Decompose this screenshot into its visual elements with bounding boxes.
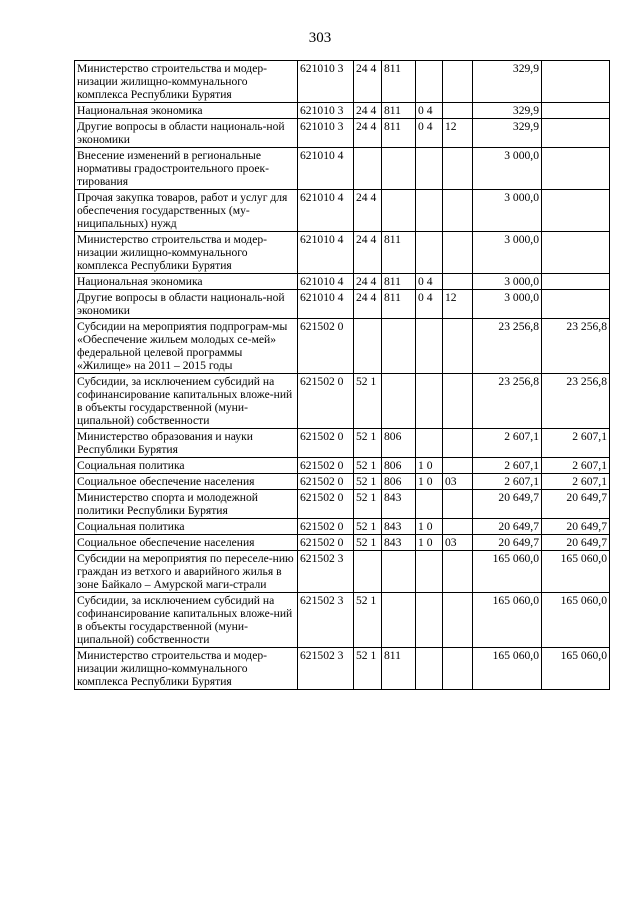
cell-target-article: 621502 0 — [298, 519, 354, 535]
cell-target-article: 621010 4 — [298, 148, 354, 190]
cell-expense-type — [354, 148, 382, 190]
cell-section: 1 0 — [416, 535, 443, 551]
cell-target-article: 621010 3 — [298, 103, 354, 119]
cell-amount: 3 000,0 — [473, 148, 542, 190]
cell-subsection — [443, 103, 473, 119]
cell-section — [416, 61, 443, 103]
cell-ministry-code: 811 — [382, 274, 416, 290]
cell-section — [416, 190, 443, 232]
cell-amount: 20 649,7 — [473, 535, 542, 551]
cell-subsection — [443, 232, 473, 274]
cell-amount: 2 607,1 — [473, 458, 542, 474]
cell-amount: 20 649,7 — [473, 490, 542, 519]
cell-expense-type: 24 4 — [354, 290, 382, 319]
cell-amount-federal: 165 060,0 — [542, 551, 610, 593]
cell-section: 1 0 — [416, 519, 443, 535]
table-row — [75, 274, 610, 290]
cell-subsection — [443, 519, 473, 535]
cell-amount: 2 607,1 — [473, 474, 542, 490]
cell-amount: 165 060,0 — [473, 593, 542, 648]
cell-expense-type: 24 4 — [354, 232, 382, 274]
cell-amount: 20 649,7 — [473, 519, 542, 535]
table-row — [75, 103, 610, 119]
table-row — [75, 474, 610, 490]
cell-expense-type: 24 4 — [354, 61, 382, 103]
cell-expense-type: 52 1 — [354, 648, 382, 690]
cell-amount-federal: 20 649,7 — [542, 535, 610, 551]
cell-amount-federal — [542, 103, 610, 119]
cell-ministry-code: 811 — [382, 232, 416, 274]
cell-subsection: 03 — [443, 535, 473, 551]
table-row — [75, 119, 610, 148]
cell-amount-federal: 20 649,7 — [542, 519, 610, 535]
cell-target-article: 621502 0 — [298, 429, 354, 458]
table-row — [75, 148, 610, 190]
cell-section — [416, 319, 443, 374]
cell-subsection — [443, 490, 473, 519]
cell-target-article: 621010 4 — [298, 274, 354, 290]
cell-expense-type: 24 4 — [354, 119, 382, 148]
cell-section — [416, 490, 443, 519]
cell-ministry-code — [382, 148, 416, 190]
cell-expense-type: 52 1 — [354, 593, 382, 648]
cell-target-article: 621010 3 — [298, 61, 354, 103]
cell-ministry-code: 806 — [382, 429, 416, 458]
cell-ministry-code: 843 — [382, 535, 416, 551]
cell-expense-type: 24 4 — [354, 103, 382, 119]
cell-ministry-code — [382, 551, 416, 593]
cell-amount-federal — [542, 274, 610, 290]
cell-ministry-code: 843 — [382, 490, 416, 519]
cell-amount-federal: 23 256,8 — [542, 319, 610, 374]
cell-ministry-code: 843 — [382, 519, 416, 535]
cell-section: 0 4 — [416, 290, 443, 319]
cell-amount-federal — [542, 232, 610, 274]
table-row — [75, 290, 610, 319]
cell-ministry-code: 811 — [382, 648, 416, 690]
cell-name: Социальная политика — [75, 519, 298, 535]
cell-subsection — [443, 274, 473, 290]
cell-name: Прочая закупка товаров, работ и услуг для обеспечения государственных (му-ниципальных) нужд — [75, 190, 298, 232]
cell-amount-federal: 165 060,0 — [542, 648, 610, 690]
cell-target-article: 621502 0 — [298, 474, 354, 490]
cell-amount: 3 000,0 — [473, 274, 542, 290]
cell-target-article: 621502 0 — [298, 458, 354, 474]
cell-amount-federal — [542, 190, 610, 232]
cell-name: Министерство строительства и модер-низации жилищно-коммунального комплекса Республики Бурятия — [75, 61, 298, 103]
table-row — [75, 190, 610, 232]
budget-table — [74, 60, 610, 690]
cell-section — [416, 374, 443, 429]
cell-subsection — [443, 648, 473, 690]
cell-subsection — [443, 61, 473, 103]
cell-target-article: 621502 0 — [298, 490, 354, 519]
cell-amount: 165 060,0 — [473, 551, 542, 593]
cell-name: Субсидии, за исключением субсидий на софинансирование капитальных вложе-ний в объекты государственной (муни-ципальной) собственности — [75, 374, 298, 429]
table-row — [75, 593, 610, 648]
cell-amount: 3 000,0 — [473, 232, 542, 274]
cell-expense-type — [354, 319, 382, 374]
cell-ministry-code: 806 — [382, 458, 416, 474]
table-row — [75, 374, 610, 429]
table-row — [75, 319, 610, 374]
cell-ministry-code: 806 — [382, 474, 416, 490]
cell-name: Национальная экономика — [75, 103, 298, 119]
cell-expense-type: 52 1 — [354, 429, 382, 458]
cell-amount-federal — [542, 148, 610, 190]
table-row — [75, 61, 610, 103]
cell-name: Министерство строительства и модер-низации жилищно-коммунального комплекса Республики Бурятия — [75, 232, 298, 274]
cell-subsection: 12 — [443, 119, 473, 148]
cell-expense-type: 52 1 — [354, 519, 382, 535]
cell-target-article: 621502 0 — [298, 319, 354, 374]
cell-section: 0 4 — [416, 103, 443, 119]
page-number: 303 — [308, 30, 332, 46]
cell-target-article: 621010 4 — [298, 232, 354, 274]
cell-target-article: 621502 3 — [298, 551, 354, 593]
cell-amount: 329,9 — [473, 119, 542, 148]
cell-expense-type: 24 4 — [354, 190, 382, 232]
cell-name: Социальное обеспечение населения — [75, 474, 298, 490]
cell-expense-type: 52 1 — [354, 490, 382, 519]
cell-amount-federal: 165 060,0 — [542, 593, 610, 648]
cell-target-article: 621010 4 — [298, 290, 354, 319]
cell-name: Субсидии на мероприятия подпрограм-мы «Обеспечение жильем молодых се-мей» федеральной целевой программы «Жилище» на 2011 – 2015 годы — [75, 319, 298, 374]
cell-ministry-code: 811 — [382, 119, 416, 148]
cell-amount: 2 607,1 — [473, 429, 542, 458]
cell-amount: 3 000,0 — [473, 190, 542, 232]
cell-subsection: 12 — [443, 290, 473, 319]
table-body — [75, 61, 610, 690]
cell-target-article: 621502 3 — [298, 648, 354, 690]
cell-name: Министерство строительства и модер-низации жилищно-коммунального комплекса Республики Бурятия — [75, 648, 298, 690]
table-row — [75, 535, 610, 551]
cell-ministry-code: 811 — [382, 61, 416, 103]
cell-section: 1 0 — [416, 458, 443, 474]
cell-name: Субсидии на мероприятия по переселе-нию граждан из ветхого и аварийного жилья в зоне Байкало – Амурской маги-страли — [75, 551, 298, 593]
cell-amount: 165 060,0 — [473, 648, 542, 690]
cell-section — [416, 148, 443, 190]
cell-amount-federal: 2 607,1 — [542, 474, 610, 490]
cell-expense-type: 24 4 — [354, 274, 382, 290]
cell-amount: 329,9 — [473, 103, 542, 119]
cell-subsection — [443, 190, 473, 232]
cell-ministry-code — [382, 190, 416, 232]
cell-amount-federal: 2 607,1 — [542, 429, 610, 458]
cell-name: Национальная экономика — [75, 274, 298, 290]
cell-target-article: 621502 3 — [298, 593, 354, 648]
cell-subsection — [443, 429, 473, 458]
cell-section: 0 4 — [416, 274, 443, 290]
cell-name: Субсидии, за исключением субсидий на софинансирование капитальных вложе-ний в объекты государственной (муни-ципальной) собственности — [75, 593, 298, 648]
cell-amount: 23 256,8 — [473, 374, 542, 429]
cell-subsection: 03 — [443, 474, 473, 490]
cell-amount-federal — [542, 61, 610, 103]
table-row — [75, 429, 610, 458]
cell-subsection — [443, 148, 473, 190]
cell-ministry-code: 811 — [382, 103, 416, 119]
cell-name: Министерство спорта и молодежной политики Республики Бурятия — [75, 490, 298, 519]
cell-expense-type: 52 1 — [354, 458, 382, 474]
cell-target-article: 621502 0 — [298, 374, 354, 429]
cell-amount: 23 256,8 — [473, 319, 542, 374]
cell-subsection — [443, 551, 473, 593]
cell-subsection — [443, 593, 473, 648]
cell-ministry-code — [382, 593, 416, 648]
cell-section — [416, 648, 443, 690]
cell-name: Внесение изменений в региональные нормативы градостроительного проек-тирования — [75, 148, 298, 190]
cell-amount-federal: 20 649,7 — [542, 490, 610, 519]
cell-ministry-code — [382, 374, 416, 429]
cell-target-article: 621010 3 — [298, 119, 354, 148]
cell-subsection — [443, 319, 473, 374]
cell-ministry-code: 811 — [382, 290, 416, 319]
cell-expense-type: 52 1 — [354, 535, 382, 551]
cell-section — [416, 429, 443, 458]
cell-amount: 329,9 — [473, 61, 542, 103]
cell-target-article: 621010 4 — [298, 190, 354, 232]
cell-amount-federal — [542, 290, 610, 319]
cell-section: 0 4 — [416, 119, 443, 148]
cell-expense-type: 52 1 — [354, 374, 382, 429]
cell-target-article: 621502 0 — [298, 535, 354, 551]
table-row — [75, 648, 610, 690]
cell-section: 1 0 — [416, 474, 443, 490]
cell-section — [416, 593, 443, 648]
cell-subsection — [443, 374, 473, 429]
table-row — [75, 519, 610, 535]
table-row — [75, 490, 610, 519]
cell-name: Социальное обеспечение населения — [75, 535, 298, 551]
cell-amount: 3 000,0 — [473, 290, 542, 319]
cell-amount-federal — [542, 119, 610, 148]
cell-amount-federal: 23 256,8 — [542, 374, 610, 429]
cell-subsection — [443, 458, 473, 474]
table-row — [75, 232, 610, 274]
cell-section — [416, 232, 443, 274]
cell-name: Министерство образования и науки Республики Бурятия — [75, 429, 298, 458]
cell-name: Другие вопросы в области националь-ной экономики — [75, 290, 298, 319]
cell-ministry-code — [382, 319, 416, 374]
cell-expense-type — [354, 551, 382, 593]
table-row — [75, 551, 610, 593]
table-row — [75, 458, 610, 474]
cell-section — [416, 551, 443, 593]
cell-name: Социальная политика — [75, 458, 298, 474]
cell-amount-federal: 2 607,1 — [542, 458, 610, 474]
cell-expense-type: 52 1 — [354, 474, 382, 490]
cell-name: Другие вопросы в области националь-ной экономики — [75, 119, 298, 148]
